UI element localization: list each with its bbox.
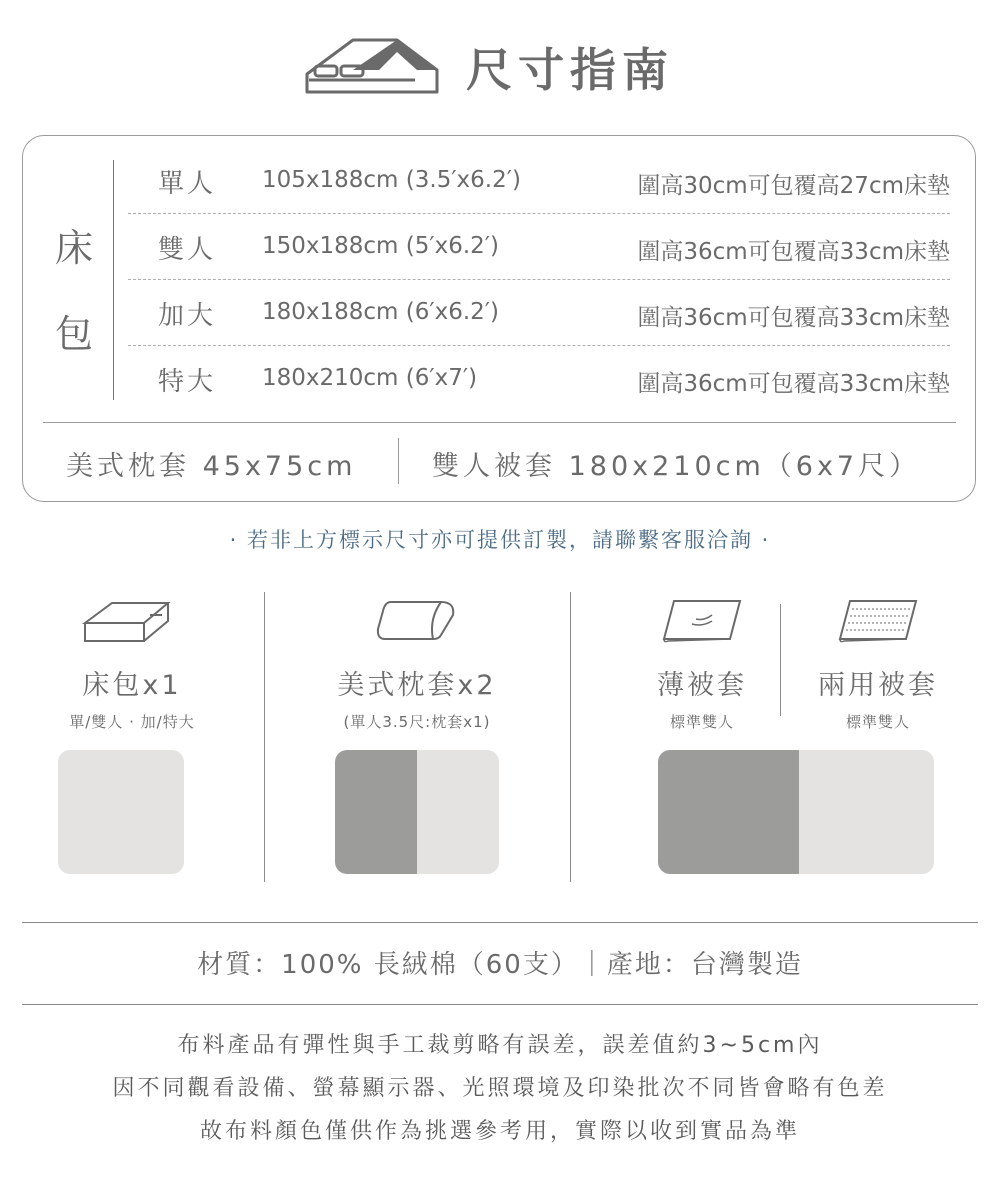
product-title: 美式枕套x2: [337, 670, 497, 701]
pillow-icon: [375, 599, 457, 641]
size-note: 圍高36cm可包覆高33cm床墊: [637, 371, 950, 397]
product-subtitle: 單/雙人 · 加/特大: [69, 713, 195, 731]
size-name: 雙人: [158, 235, 217, 265]
fabric-swatch: [335, 750, 499, 874]
size-row-king: [128, 345, 950, 411]
label-divider: [113, 160, 114, 400]
size-dimensions: 180x188cm (6′x6.2′): [262, 299, 499, 325]
product-subtitle: 標準雙人: [845, 713, 910, 731]
thin-duvet-icon: [662, 599, 742, 643]
size-dimensions: 150x188cm (5′x6.2′): [262, 233, 499, 259]
product-subtitle: (單人3.5尺:枕套x1): [343, 713, 491, 731]
column-divider: [264, 592, 265, 882]
box-divider: [43, 422, 956, 423]
size-note: 圍高36cm可包覆高33cm床墊: [637, 239, 950, 265]
size-note: 圍高36cm可包覆高33cm床墊: [637, 305, 950, 331]
pillowcase-size: 美式枕套 45x75cm: [66, 451, 357, 482]
size-name: 特大: [158, 367, 217, 397]
disclaimer-line: 布料產品有彈性與手工裁剪略有誤差，誤差值約3~5cm內: [177, 1033, 823, 1058]
size-divider: [398, 438, 399, 484]
duvet-size: 雙人被套 180x210cm（6x7尺）: [432, 451, 921, 482]
material-top-rule: [22, 922, 978, 923]
size-name: 加大: [158, 301, 217, 331]
size-row-double: [128, 213, 950, 279]
size-note: 圍高30cm可包覆高27cm床墊: [637, 173, 950, 199]
custom-order-note: · 若非上方標示尺寸亦可提供訂製，請聯繫客服洽詢 ·: [229, 528, 771, 552]
product-subtitle: 標準雙人: [669, 713, 734, 731]
fitted-sheet-icon: [82, 597, 172, 645]
page-title: 尺寸指南: [466, 43, 674, 97]
bed-house-icon: [305, 36, 440, 94]
material-info: 材質：100% 長絨棉（60支）｜產地：台灣製造: [197, 950, 803, 980]
fitted-sheet-label: [50, 205, 98, 377]
column-divider: [780, 604, 781, 716]
product-title: 兩用被套: [818, 670, 938, 701]
size-row-single: [128, 147, 950, 213]
size-name: 單人: [158, 169, 217, 199]
column-divider: [570, 592, 571, 882]
product-title: 床包x1: [82, 670, 182, 701]
fabric-swatch: [58, 750, 184, 874]
fitted-sheet-label-line1: 床: [54, 226, 93, 270]
fabric-swatch: [658, 750, 934, 874]
product-title: 薄被套: [657, 670, 747, 701]
size-dimensions: 105x188cm (3.5′x6.2′): [262, 167, 521, 193]
disclaimer-line: 因不同觀看設備、螢幕顯示器、光照環境及印染批次不同皆會略有色差: [112, 1076, 888, 1101]
quilted-duvet-icon: [838, 599, 918, 643]
size-row-queen: [128, 279, 950, 345]
fitted-sheet-label-line2: 包: [54, 312, 93, 356]
material-bottom-rule: [22, 1004, 978, 1005]
disclaimer-line: 故布料顏色僅供作為挑選參考用，實際以收到實品為準: [199, 1119, 800, 1144]
size-dimensions: 180x210cm (6′x7′): [262, 365, 478, 391]
